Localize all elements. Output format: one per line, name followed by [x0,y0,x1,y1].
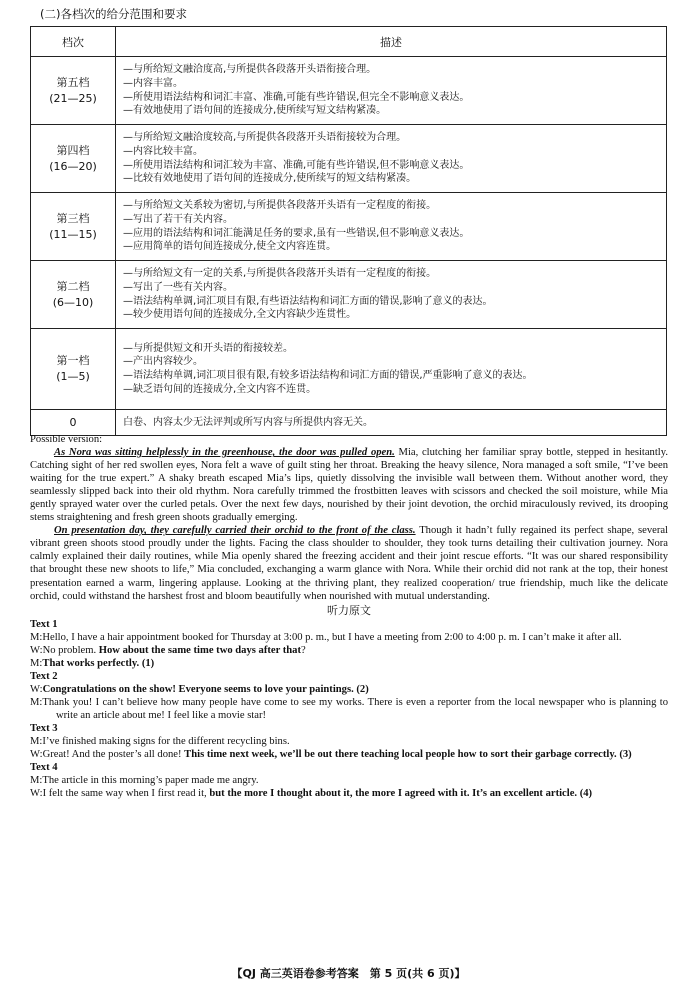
description-cell [116,410,667,436]
dialogue-text: I’ve finished making signs for the different recycling bins. [42,736,290,748]
dialogue-line [30,631,668,644]
essay-paragraph-1 [30,446,668,524]
level-cell [31,410,116,436]
criterion-line: —内容丰富。 [123,77,183,89]
speaker-label: W: [30,683,43,695]
criterion-line: —与所提供短文和开头语的衔接较差。 [123,342,293,354]
dialogue-text: ? [301,644,306,656]
criterion-line: —比较有效地使用了语句间的连接成分,使所续写的短文结构紧凑。 [123,173,417,185]
description-cell [116,329,667,410]
speaker-label: W: [30,788,43,800]
key-answer-text: How about the same time two days after that [98,644,302,656]
scoring-rubric-table [30,26,667,436]
dialogue-line [30,735,668,748]
criterion-line: —语法结构单调,词汇项目很有限,有较多语法结构和词汇方面的错误,严重影响了意义的表达。 [123,370,533,381]
level-name: 第三档 [56,211,90,225]
header-description: 描述 [116,27,667,57]
listening-title: 听力原文 [327,603,371,617]
level-cell [31,125,116,193]
paragraph-1-body: Mia, clutching her familiar spray bottle, stepped in hesitantly. Catching sight of her red swollen eyes, Nora felt a wave of guilt sting her throat. Breaking the heavy silence, Nora managed a soft smile, “I’ve been waiting for the true expert.” A shaky breath escaped Mia’s lips, quietly dissolving the invisible wall between them. Without another word, they seamlessly slipped back into their old rhythm. Nora carefully trimmed the frostbitten leaves with scissors and checked the soil moisture, while Mia gently sprayed water over the curled petals. Over the next few days, nourished by their joint devotion, the orchid miraculously revived, its drooping stems straightening and fresh green shoots gradually emerging. [30,447,668,524]
speaker-label: W: [30,644,43,656]
paragraph-2-body: Though it hadn’t fully regained its perfect shape, several vibrant green shoots stood proudly under the lights. Facing the class shoulder to shoulder, they took turns detailing their cultivation journey. Nora calmly explained their daily routines, while Mia openly shared the freezing accident and their joint rescue efforts. “It was our shared responsibility that brought these new shoots to life,” Mia concluded, exchanging a warm glance with Nora. While their orchid did not rank at the top, their honest presentation earned a warm, lingering applause. Looking at the thriving plant, they realized cooperation/ true friendship, much like the delicate orchid, could withstand the harshest frost and bloom beautifully when nourished with mutual understanding. [30,525,668,602]
dialogue-text: I felt the same way when I first read it, [42,788,210,800]
key-answer-text: That works perfectly. (1) [42,657,155,669]
dialogue-line [30,748,668,761]
criterion-line: —产出内容较少。 [123,356,203,368]
level-name: 第二档 [56,279,90,293]
table-row [31,329,667,410]
criterion-line: —应用简单的语句间连接成分,使全文内容连贯。 [123,241,337,253]
level-cell [31,57,116,125]
rubric-body [31,57,667,436]
paragraph-1-opening: As Nora was sitting helplessly in the greenhouse, the door was pulled open. [54,447,395,459]
dialogue-text: No problem. [42,644,99,656]
criterion-line: —与所给短文融洽度高,与所提供各段落开头语衔接合理。 [123,64,377,76]
listening-transcripts [30,618,668,801]
page-footer: 【QJ 高三英语卷参考答案 第 5 页(共 6 页)】 [231,967,466,980]
criterion-line: —内容比较丰富。 [123,145,203,157]
level-score-range: (11—15) [49,227,97,241]
level-name: 0 [69,415,77,429]
possible-version-label: Possible version: [30,434,103,445]
dialogue-line [30,644,668,657]
text-title: Text 1 [30,618,58,630]
dialogue-line [30,657,668,670]
table-header-row [31,27,667,57]
level-name: 第一档 [56,354,90,367]
level-cell [31,261,116,329]
criterion-line: —应用的语法结构和词汇能满足任务的要求,虽有一些错误,但不影响意义表达。 [123,227,470,239]
text-title: Text 2 [30,670,58,682]
criterion-line: —有效地使用了语句间的连接成分,使所续写短文结构紧凑。 [123,105,387,117]
criterion-line: —语法结构单调,词汇项目有限,有些语法结构和词汇方面的错误,影响了意义的表达。 [123,295,493,307]
description-cell [116,193,667,261]
key-answer-text: This time next week, we’ll be out there teaching local people how to sort their garbage correctly. (3) [184,749,632,761]
criterion-line: —较少使用语句间的连接成分,全文内容缺少连贯性。 [123,309,357,321]
answer-text-area [30,433,668,800]
criterion-line: —与所给短文关系较为密切,与所提供各段落开头语有一定程度的衔接。 [123,200,437,212]
dialogue-text: The article in this morning’s paper made me angry. [42,775,259,787]
criterion-line: —写出了一些有关内容。 [123,281,233,293]
text-title: Text 3 [30,723,58,735]
essay-paragraph-2 [30,524,668,602]
level-name: 第五档 [56,75,90,89]
level-score-range: (21—25) [49,91,97,105]
dialogue-line [30,683,668,696]
criterion-line: —缺乏语句间的连接成分,全文内容不连贯。 [123,383,317,395]
key-answer-text: Congratulations on the show! Everyone seems to love your paintings. (2) [42,683,369,695]
dialogue-line [30,696,668,722]
dialogue-text: Hello, I have a hair appointment booked for Thursday at 3:00 p. m., but I have a meeting from 2:00 to 4:00 p. m. I can’t make it after all. [42,631,622,643]
table-row [31,410,667,436]
speaker-label: M: [30,775,43,787]
criterion-line: —所使用语法结构和词汇较为丰富、准确,可能有些许错误,但不影响意义表达。 [123,159,470,171]
criterion-line: —与所给短文融洽度较高,与所提供各段落开头语衔接较为合理。 [123,132,407,144]
level-score-range: (1—5) [56,370,90,383]
level-cell [31,193,116,261]
level-score-range: (16—20) [49,159,97,173]
dialogue-line [30,774,668,787]
speaker-label: M: [30,736,43,748]
table-row [31,261,667,329]
level-name: 第四档 [56,143,90,157]
text-title: Text 4 [30,762,58,774]
description-cell [116,261,667,329]
dialogue-line [30,787,668,800]
table-row [31,125,667,193]
header-level: 档次 [31,27,116,57]
table-row [31,57,667,125]
description-cell [116,57,667,125]
dialogue-text: Thank you! I can’t believe how many people have come to see my works. There is even a reporter from the local newspaper who is planning to write an article about me! I feel like a movie star! [42,696,668,721]
speaker-label: W: [30,749,43,761]
key-answer-text: but the more I thought about it, the more I agreed with it. It’s an excellent article. (4) [209,788,593,800]
table-row [31,193,667,261]
criterion-line: —写出了若干有关内容。 [123,213,233,225]
level-cell [31,329,116,410]
dialogue-text: Great! And the poster’s all done! [42,749,185,761]
speaker-label: M: [30,696,43,708]
paragraph-2-opening: On presentation day, they carefully carried their orchid to the front of the class. [54,525,416,537]
level-score-range: (6—10) [52,295,94,309]
criterion-line: —所使用语法结构和词汇丰富、准确,可能有些许错误,但完全不影响意义表达。 [123,91,470,103]
criterion-line: —与所给短文有一定的关系,与所提供各段落开头语有一定程度的衔接。 [123,268,437,280]
section-title: (二)各档次的给分范围和要求 [40,7,187,21]
speaker-label: M: [30,657,43,669]
criterion-line: 白卷、内容太少无法评判或所写内容与所提供内容无关。 [123,416,373,428]
description-cell [116,125,667,193]
speaker-label: M: [30,631,43,643]
